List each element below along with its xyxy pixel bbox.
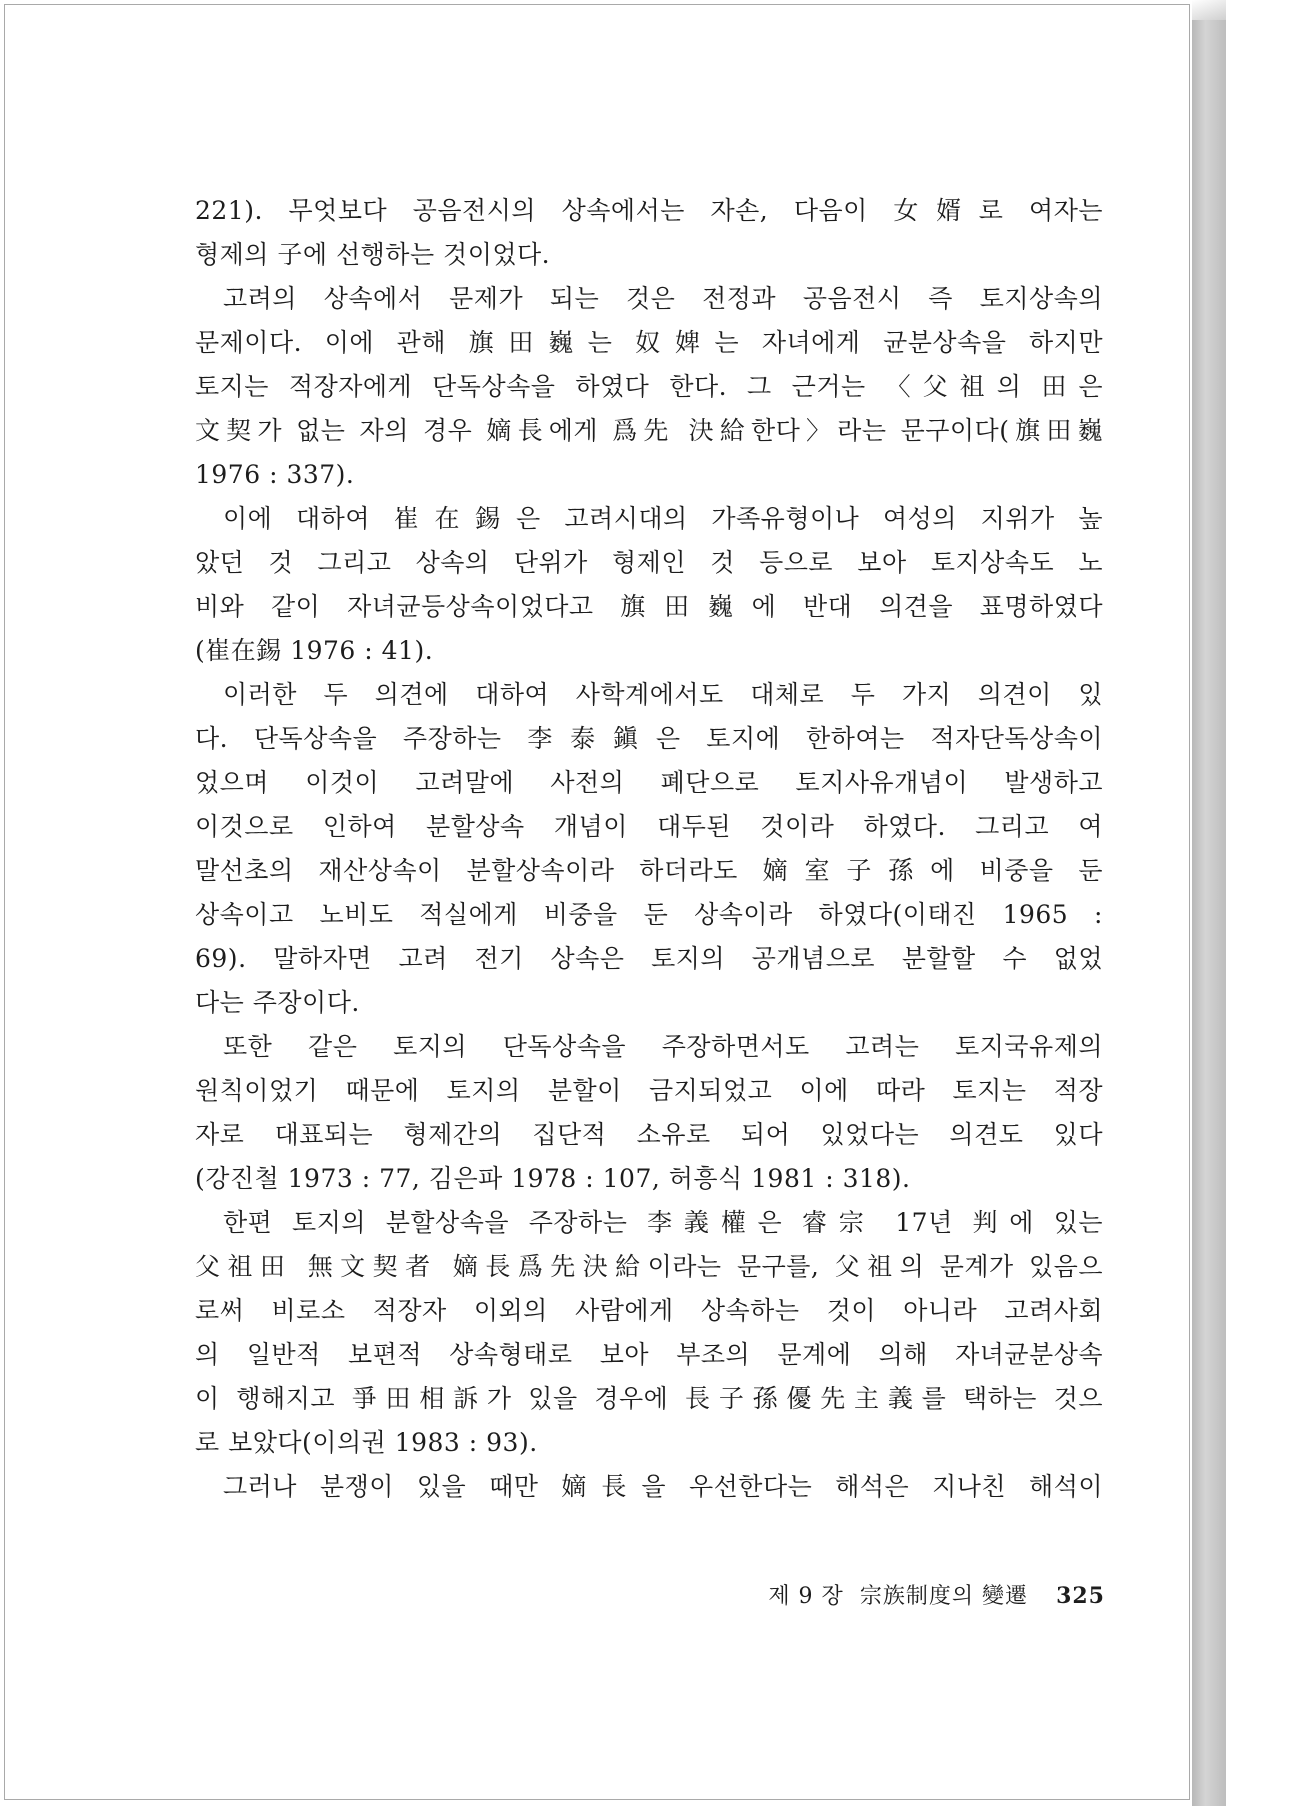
chapter-title: 宗族制度의 變遷	[859, 1584, 1029, 1609]
text-line: 1976 : 337).	[195, 460, 355, 489]
text-line: 비와 같이 자녀균등상속이었다고 旗田巍에 반대 의견을 표명하였다	[195, 592, 1103, 621]
paragraph	[195, 1201, 1103, 1465]
text-line: 이에 대하여 崔在錫은 고려시대의 가족유형이나 여성의 지위가 높	[223, 504, 1103, 533]
text-line: 로 보았다(이의권 1983 : 93).	[195, 1428, 538, 1457]
text-line: 69). 말하자면 고려 전기 상속은 토지의 공개념으로 분할할 수 없었	[195, 944, 1103, 973]
paragraph	[195, 673, 1103, 1025]
text-line: 원칙이었기 때문에 토지의 분할이 금지되었고 이에 따라 토지는 적장	[195, 1076, 1103, 1105]
paragraph	[195, 1465, 1103, 1509]
text-line: 이것으로 인하여 분할상속 개념이 대두된 것이라 하였다. 그리고 여	[195, 812, 1103, 841]
chapter-label: 제 9 장	[768, 1584, 844, 1609]
paragraph	[195, 1025, 1103, 1201]
text-line: 의 일반적 보편적 상속형태로 보아 부조의 문계에 의해 자녀균분상속	[195, 1340, 1103, 1369]
text-line: 문제이다. 이에 관해 旗田巍는 奴婢는 자녀에게 균분상속을 하지만	[195, 328, 1103, 357]
text-line: 상속이고 노비도 적실에게 비중을 둔 상속이라 하였다(이태진 1965 :	[195, 900, 1103, 929]
text-line: 그러나 분쟁이 있을 때만 嫡長을 우선한다는 해석은 지나친 해석이	[223, 1472, 1103, 1501]
text-line: 형제의 子에 선행하는 것이었다.	[195, 240, 551, 269]
text-line: 221). 무엇보다 공음전시의 상속에서는 자손, 다음이 女婿로 여자는	[195, 196, 1103, 225]
paragraph	[195, 277, 1103, 497]
paragraph	[195, 497, 1103, 673]
text-line: (崔在錫 1976 : 41).	[195, 636, 434, 665]
text-line: 이러한 두 의견에 대하여 사학계에서도 대체로 두 가지 의견이 있	[223, 680, 1103, 709]
text-line: 父祖田 無文契者 嫡長爲先決給이라는 문구를, 父祖의 문계가 있음으	[195, 1252, 1103, 1281]
text-line: 다는 주장이다.	[195, 988, 360, 1017]
book-page	[4, 4, 1190, 1800]
text-line: 자로 대표되는 형제간의 집단적 소유로 되어 있었다는 의견도 있다	[195, 1120, 1103, 1149]
text-line: 말선초의 재산상속이 분할상속이라 하더라도 嫡室子孫에 비중을 둔	[195, 856, 1103, 885]
text-line: (강진철 1973 : 77, 김은파 1978 : 107, 허흥식 1981 : 318).	[195, 1164, 911, 1193]
text-line: 았던 것 그리고 상속의 단위가 형제인 것 등으로 보아 토지상속도 노	[195, 548, 1103, 577]
body-text	[195, 189, 1103, 1509]
paragraph	[195, 189, 1103, 277]
text-line: 또한 같은 토지의 단독상속을 주장하면서도 고려는 토지국유제의	[223, 1032, 1103, 1061]
text-line: 로써 비로소 적장자 이외의 사람에게 상속하는 것이 아니라 고려사회	[195, 1296, 1103, 1325]
page-edge-shadow	[1192, 0, 1226, 1806]
page-edge-corner	[1192, 0, 1226, 20]
page-number: 325	[1056, 1583, 1105, 1609]
text-line: 고려의 상속에서 문제가 되는 것은 전정과 공음전시 즉 토지상속의	[223, 284, 1103, 313]
text-line: 다. 단독상속을 주장하는 李泰鎭은 토지에 한하여는 적자단독상속이	[195, 724, 1103, 753]
text-line: 토지는 적장자에게 단독상속을 하였다 한다. 그 근거는 〈父祖의 田은	[195, 372, 1103, 401]
running-footer	[705, 1579, 1105, 1610]
text-line: 었으며 이것이 고려말에 사전의 폐단으로 토지사유개념이 발생하고	[195, 768, 1103, 797]
text-line: 文契가 없는 자의 경우 嫡長에게 爲先 決給한다〉라는 문구이다(旗田巍	[195, 416, 1103, 445]
text-line: 이 행해지고 爭田相訴가 있을 경우에 長子孫優先主義를 택하는 것으	[195, 1384, 1103, 1413]
text-line: 한편 토지의 분할상속을 주장하는 李義權은 睿宗 17년 判에 있는	[223, 1208, 1103, 1237]
